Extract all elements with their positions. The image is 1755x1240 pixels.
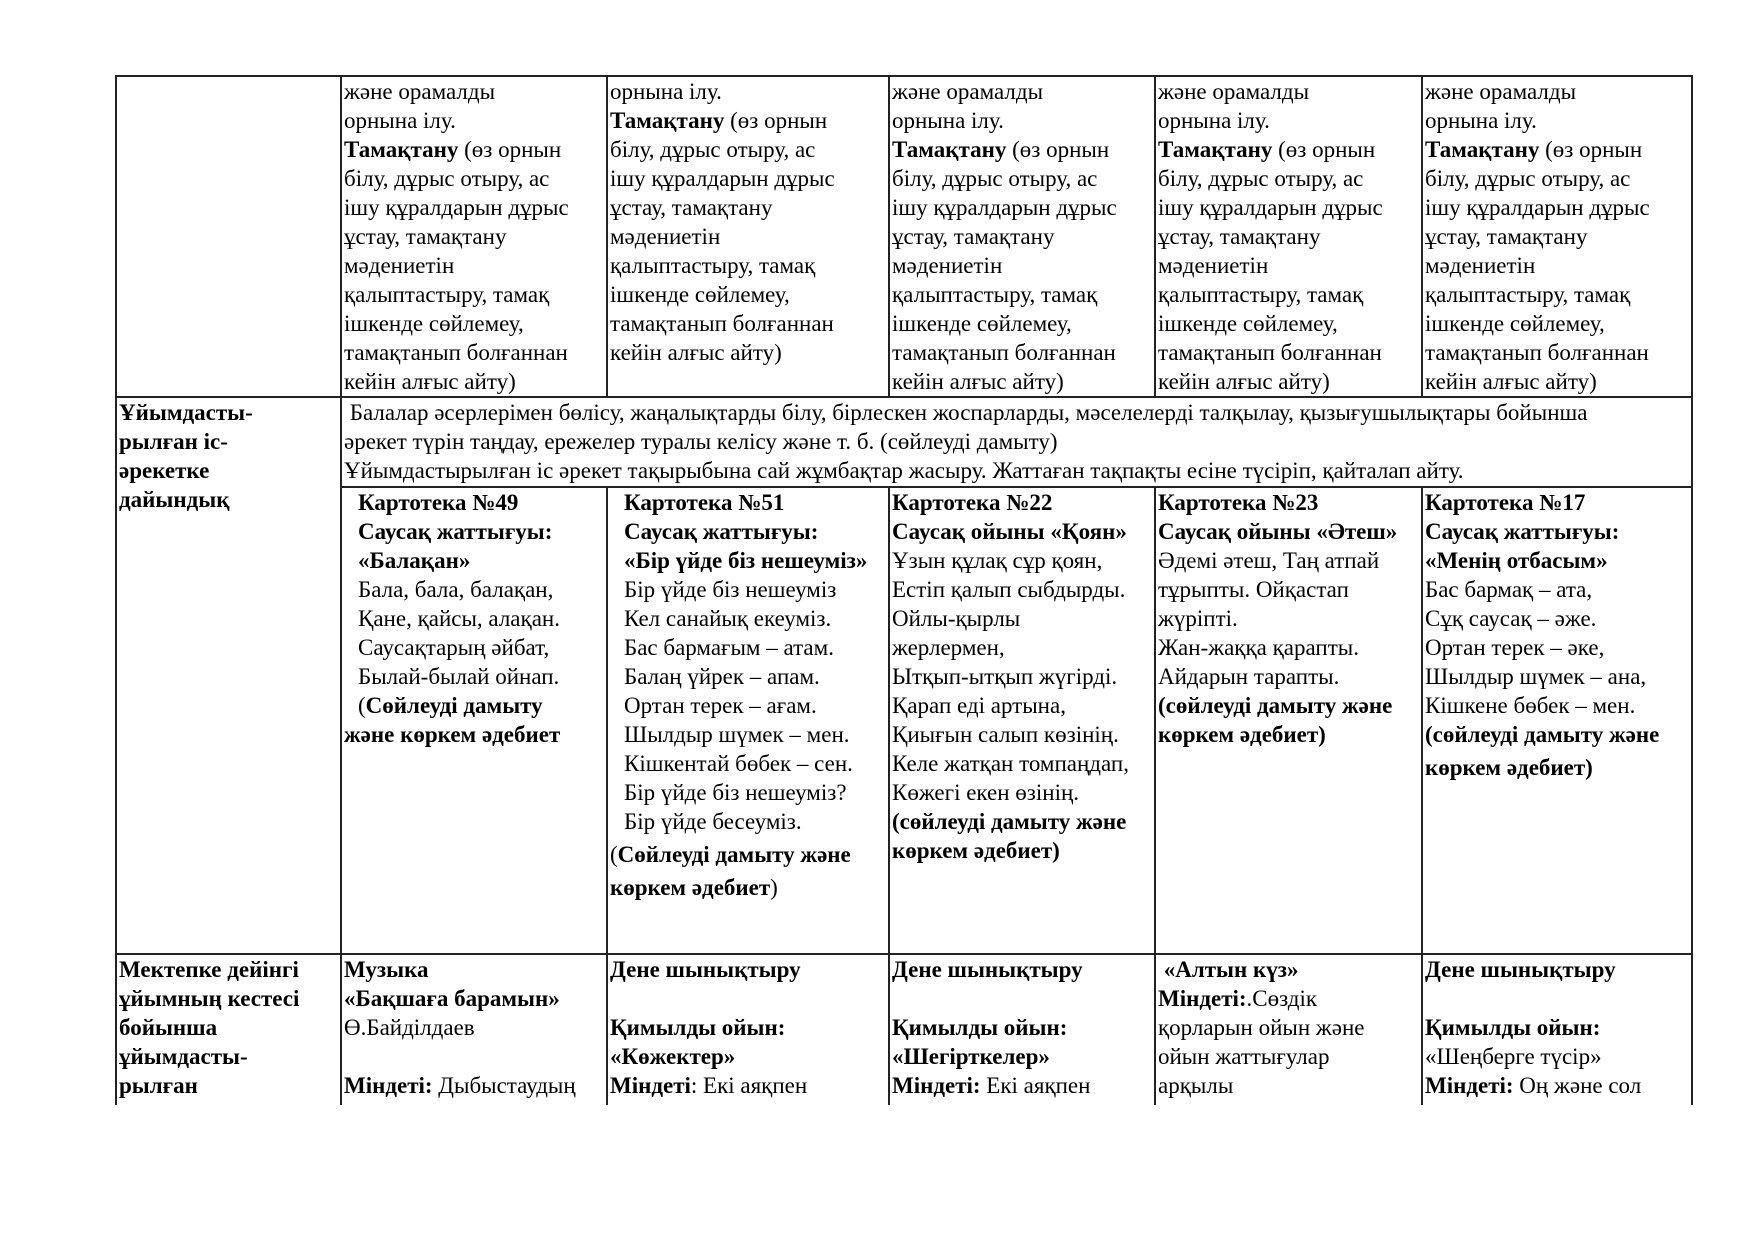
page-bottom-margin [0, 1105, 1755, 1240]
poem-line: Бір үйде біз нешеуміз? [624, 780, 847, 805]
cell-line: ішкенде сөйлемеу, [892, 311, 1072, 336]
cell-line: мәдениетін [1425, 253, 1536, 278]
poem-line: Қиығын салып көзінің. [892, 722, 1119, 747]
cell-line: қалыптастыру, тамақ [892, 282, 1098, 307]
cell-line: тамақтанып болғаннан [892, 340, 1116, 365]
cell-line: тамақтанып болғаннан [1425, 340, 1649, 365]
label-line: ұйымның кестесі [119, 986, 300, 1011]
label-line: Мектепке дейінгі [119, 957, 299, 982]
poem-line: Бір үйде бесеуміз. [624, 809, 802, 834]
cell-line: және орамалды [1425, 79, 1577, 104]
cell-line: ұстау, тамақтану [610, 195, 773, 220]
cell-line: қалыптастыру, тамақ [1425, 282, 1631, 307]
cell-line: және орамалды [892, 79, 1044, 104]
card-note: көркем әдебиет) [892, 838, 1060, 863]
card-note: көркем әдебиет) [1425, 755, 1593, 780]
poem-line: Бас бармақ – ата, [1425, 577, 1593, 602]
game-name: «Шегірткелер» [892, 1044, 1050, 1069]
cell-activity-music [341, 954, 607, 1106]
card-note: (сөйлеуді дамыту және [892, 809, 1127, 834]
poem-line: Бір үйде біз нешеуміз [624, 577, 837, 602]
cell-activity-pe-3 [1422, 954, 1692, 1106]
poem-line: Ортан терек – әке, [1425, 635, 1605, 660]
meal-text: (өз орнын [724, 108, 828, 133]
activity-line: арқылы [1158, 1073, 1234, 1098]
label-line: рылған [119, 1073, 198, 1098]
activity-task [892, 1071, 1152, 1100]
meal-title: Тамақтану [892, 137, 1007, 162]
card-title: Саусақ жаттығуы: [1425, 519, 1620, 544]
blank-line [1425, 984, 1689, 1013]
meal-title: Тамақтану [344, 137, 459, 162]
activity-title: Дене шынықтыру [892, 957, 1083, 982]
preparation-line: Балалар әсерлерімен бөлісу, жаңалықтарды білу, бірлескен жоспарларды, мәселелерді талқылау, қызығушылықтары бойынша [344, 400, 1588, 425]
cell-line: тамақтанып болғаннан [1158, 340, 1382, 365]
meal-title: Тамақтану [1425, 137, 1540, 162]
cell-line: орнына ілу. [610, 79, 722, 104]
cell-line: ішу құралдарын дұрыс [344, 195, 569, 220]
blank-line [610, 984, 886, 1013]
note-text: Сөйлеуді дамыту [365, 693, 543, 718]
poem-line: Кішкене бөбек – мен. [1425, 693, 1636, 718]
poem-line: Көжегі екен өзінің. [892, 780, 1080, 805]
card-note: (сөйлеуді дамыту және [1158, 693, 1393, 718]
note-open: ( [610, 842, 618, 867]
cell-line: мәдениетін [610, 224, 721, 249]
cell-finger-game-23 [1155, 487, 1422, 954]
card-note [344, 691, 604, 720]
cell-activity-golden-autumn [1155, 954, 1422, 1106]
row-preparation-label [116, 397, 341, 954]
blank-line [892, 984, 1152, 1013]
task-text: : Екі аяқпен [690, 1073, 808, 1098]
poem-line: Бас бармағым – атам. [624, 635, 834, 660]
label-line: Ұйымдасты- [119, 400, 253, 425]
cell-meal-day3 [889, 76, 1155, 397]
row-meal-label [116, 76, 341, 397]
cell-meal-day2 [607, 76, 889, 397]
poem-line: Бала, бала, балақан, [358, 577, 554, 602]
card-note: және көркем әдебиет [344, 722, 561, 747]
task-text: .Сөздік [1246, 986, 1318, 1011]
cell-line: мәдениетін [892, 253, 1003, 278]
cell-line: және орамалды [1158, 79, 1310, 104]
poem-line: тұрыпты. Ойқастап [1158, 577, 1349, 602]
cell-line: ұстау, тамақтану [892, 224, 1055, 249]
cell-meal-day1 [341, 76, 607, 397]
cell-line: ұстау, тамақтану [344, 224, 507, 249]
card-note: (сөйлеуді дамыту және [1425, 722, 1660, 747]
cell-line: білу, дұрыс отыру, ас [892, 166, 1098, 191]
poem-line: Шылдыр шүмек – мен. [624, 722, 850, 747]
cell-line: білу, дұрыс отыру, ас [610, 137, 816, 162]
cell-line: білу, дұрыс отыру, ас [1425, 166, 1631, 191]
cell-line: мәдениетін [1158, 253, 1269, 278]
poem-line: Қане, қайсы, алақан. [358, 606, 560, 631]
cell-line: қалыптастыру, тамақ [344, 282, 550, 307]
preparation-line: әрекет түрін таңдау, ережелер туралы келісу және т. б. (сөйлеуді дамыту) [344, 429, 1058, 454]
row-finger-games [116, 487, 1692, 954]
card-title: Саусақ жаттығуы: [624, 519, 819, 544]
preparation-description [341, 397, 1692, 487]
game-name: «Көжектер» [610, 1044, 736, 1069]
cell-activity-pe-2 [889, 954, 1155, 1106]
task-label: Міндеті: [892, 1073, 981, 1098]
card-title: Саусақ жаттығуы: [358, 519, 553, 544]
cell-meal-day4 [1155, 76, 1422, 397]
cell-finger-game-51 [607, 487, 889, 954]
cell-line: ұстау, тамақтану [1158, 224, 1321, 249]
card-note [610, 840, 886, 869]
meal-text: (өз орнын [1006, 137, 1110, 162]
card-title: Саусақ ойыны «Әтеш» [1158, 519, 1398, 544]
cell-line: кейін алғыс айту) [1425, 369, 1597, 394]
game-label: Қимылды ойын: [610, 1015, 786, 1040]
blank-line [344, 1042, 604, 1071]
card-title: Картотека №23 [1158, 490, 1319, 515]
poem-line: Сұқ саусақ – әже. [1425, 606, 1597, 631]
task-label: Міндеті: [344, 1073, 433, 1098]
poem-line: Ытқып-ытқып жүгірді. [892, 664, 1118, 689]
cell-line: тамақтанып болғаннан [610, 311, 834, 336]
label-line: бойынша [119, 1015, 218, 1040]
cell-line: кейін алғыс айту) [1158, 369, 1330, 394]
note-open: ( [358, 693, 366, 718]
poem-line: Шылдыр шүмек – ана, [1425, 664, 1647, 689]
game-name: «Шеңберге түсір» [1425, 1044, 1602, 1069]
cell-line: ішу құралдарын дұрыс [610, 166, 835, 191]
poem-line: Кішкентай бөбек – сен. [624, 751, 853, 776]
note-text: көркем әдебиет [610, 875, 771, 900]
activity-task [344, 1071, 604, 1100]
cell-line: ішкенде сөйлемеу, [344, 311, 524, 336]
poem-line: Кел санайық екеуміз. [624, 606, 832, 631]
cell-line: ұстау, тамақтану [1425, 224, 1588, 249]
cell-finger-game-22 [889, 487, 1155, 954]
activity-title: «Алтын күз» [1158, 957, 1299, 982]
cell-finger-game-17 [1422, 487, 1692, 954]
row-preparation [116, 397, 1692, 487]
poem-line: Ұзын құлақ сұр қоян, [892, 548, 1103, 573]
task-label: Міндеті: [1158, 986, 1247, 1011]
row-organized-activity-label [116, 954, 341, 1106]
cell-line: кейін алғыс айту) [610, 340, 782, 365]
poem-line: Балаң үйрек – апам. [624, 664, 820, 689]
cell-line: ішу құралдарын дұрыс [892, 195, 1117, 220]
cell-line: орнына ілу. [1158, 108, 1270, 133]
activity-title: Музыка [344, 957, 429, 982]
activity-task [1158, 984, 1419, 1013]
cell-finger-game-49 [341, 487, 607, 954]
label-line: ұйымдасты- [119, 1044, 248, 1069]
activity-title: Дене шынықтыру [1425, 957, 1616, 982]
meal-text: (өз орнын [1539, 137, 1643, 162]
cell-line: қалыптастыру, тамақ [1158, 282, 1364, 307]
cell-line: орнына ілу. [1425, 108, 1537, 133]
activity-subtitle: «Бақшаға барамын» [344, 986, 560, 1011]
label-line: дайындық [119, 487, 230, 512]
poem-line: жерлермен, [892, 635, 1005, 660]
cell-line: ішкенде сөйлемеу, [1425, 311, 1605, 336]
meal-heading [1425, 135, 1689, 164]
card-title: «Менің отбасым» [1425, 548, 1608, 573]
activity-line: ойын жаттығулар [1158, 1044, 1330, 1069]
note-text: Сөйлеуді дамыту және [617, 842, 851, 867]
cell-line: кейін алғыс айту) [344, 369, 516, 394]
cell-activity-pe-1 [607, 954, 889, 1106]
poem-line: жүріпті. [1158, 606, 1238, 631]
label-line: әрекетке [119, 458, 210, 483]
card-title: Саусақ ойыны «Қоян» [892, 519, 1127, 544]
poem-line: Әдемі әтеш, Таң атпай [1158, 548, 1380, 573]
game-label: Қимылды ойын: [892, 1015, 1068, 1040]
cell-line: қалыптастыру, тамақ [610, 253, 816, 278]
label-line: рылған іс- [119, 429, 228, 454]
meal-text: (өз орнын [458, 137, 562, 162]
task-label: Міндеті: [1425, 1073, 1514, 1098]
meal-text: (өз орнын [1272, 137, 1376, 162]
task-text: Дыбыстаудың [432, 1073, 576, 1098]
card-title: Картотека №51 [624, 490, 785, 515]
cell-line: ішу құралдарын дұрыс [1425, 195, 1650, 220]
cell-line: кейін алғыс айту) [892, 369, 1064, 394]
meal-title: Тамақтану [610, 108, 725, 133]
activity-task [610, 1071, 886, 1100]
poem-line: Айдарын тарапты. [1158, 664, 1340, 689]
cell-line: және орамалды [344, 79, 496, 104]
cell-line: ішкенде сөйлемеу, [1158, 311, 1338, 336]
row-meal [116, 76, 1692, 397]
meal-heading [1158, 135, 1419, 164]
game-label: Қимылды ойын: [1425, 1015, 1601, 1040]
cell-line: білу, дұрыс отыру, ас [344, 166, 550, 191]
cell-line: тамақтанып болғаннан [344, 340, 568, 365]
plan-table-sheet [115, 75, 1691, 1107]
card-title: Картотека №22 [892, 490, 1053, 515]
cell-line: мәдениетін [344, 253, 455, 278]
card-title: Картотека №49 [358, 490, 519, 515]
card-note: көркем әдебиет) [1158, 722, 1326, 747]
task-text: Екі аяқпен [980, 1073, 1091, 1098]
activity-task [1425, 1071, 1689, 1100]
cell-line: білу, дұрыс отыру, ас [1158, 166, 1364, 191]
activity-title: Дене шынықтыру [610, 957, 801, 982]
meal-heading [610, 106, 886, 135]
meal-heading [344, 135, 604, 164]
poem-line: Ойлы-қырлы [892, 606, 1021, 631]
card-title: Картотека №17 [1425, 490, 1586, 515]
card-title: «Балақан» [358, 548, 471, 573]
poem-line: Саусақтарың әйбат, [358, 635, 550, 660]
meal-title: Тамақтану [1158, 137, 1273, 162]
preparation-line: Ұйымдастырылған іс әрекет тақырыбына сай жұмбақтар жасыру. Жаттаған тақпақты есіне түсіріп, қайталап айту. [344, 458, 1464, 483]
note-close: ) [770, 875, 778, 900]
cell-line: ішкенде сөйлемеу, [610, 282, 790, 307]
poem-line: Естіп қалып сыбдырды. [892, 577, 1126, 602]
weekly-plan-table [115, 75, 1693, 1107]
row-organized-activity [116, 954, 1692, 1106]
poem-line: Ортан терек – ағам. [624, 693, 817, 718]
poem-line: Былай-былай ойнап. [358, 664, 560, 689]
poem-line: Жан-жаққа қарапты. [1158, 635, 1359, 660]
card-title: «Бір үйде біз нешеуміз» [624, 548, 868, 573]
poem-line: Қарап еді артына, [892, 693, 1066, 718]
cell-line: орнына ілу. [344, 108, 456, 133]
cell-meal-day5 [1422, 76, 1692, 397]
task-text: Оң және сол [1513, 1073, 1642, 1098]
activity-line: қорларын ойын және [1158, 1015, 1365, 1040]
poem-line: Келе жатқан томпаңдап, [892, 751, 1129, 776]
activity-author: Ө.Байділдаев [344, 1015, 475, 1040]
cell-line: орнына ілу. [892, 108, 1004, 133]
cell-line: ішу құралдарын дұрыс [1158, 195, 1383, 220]
card-note [610, 873, 886, 902]
task-label: Міндеті [610, 1073, 691, 1098]
meal-heading [892, 135, 1152, 164]
